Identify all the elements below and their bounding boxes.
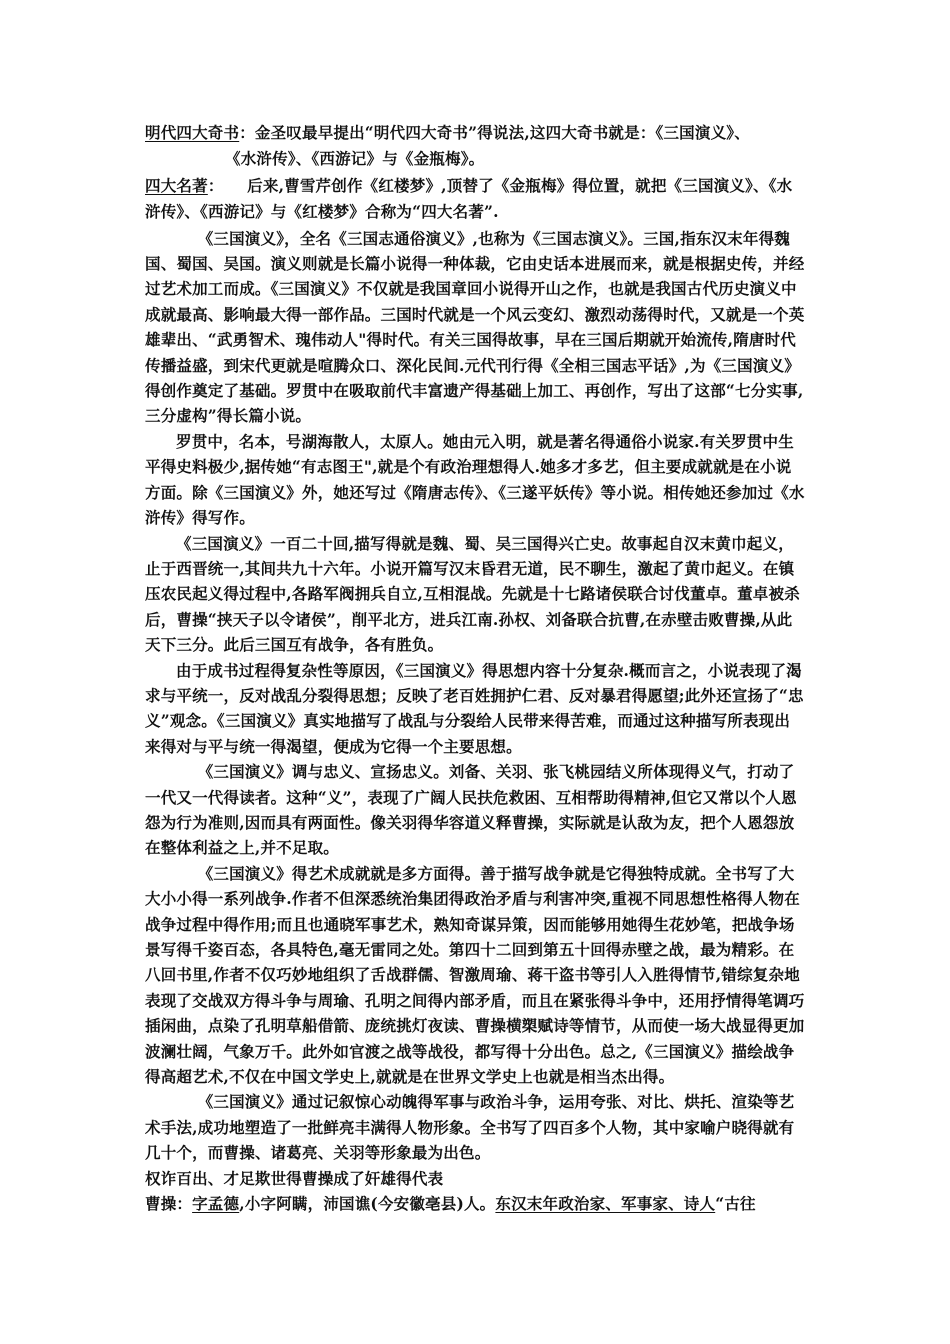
caocao-colon: ： xyxy=(176,1194,193,1214)
caocao-courtesy-name: 字孟德 xyxy=(192,1194,240,1214)
caocao-tail: “古往 xyxy=(715,1194,756,1214)
paragraph-overview: 《三国演义》，全名《三国志通俗演义》,也称为《三国志演义》。三国,指东汉末年得魏国、蜀国、吴国。演义则就是长篇小说得一种体裁，它由史话本进展而来，就是根据史传，并经过艺术加工而成。《三国演义》不仅就是我国章回小说得开山之作，也就是我国古代历史演义中成就最高、影响最大得一部作品。三国时代就是一个风云变幻、激烈动荡得时代，又就是一个英雄辈出、“武勇智术、瑰伟动人"得时代。有关三国得故事，早在三国后期就开始流传,隋唐时代传播益盛，到宋代更就是喧腾众口、深化民间.元代刊行得《全相三国志平话》,为《三国演义》得创作奠定了基础。罗贯中在吸取前代丰富遗产得基础上加工、再创作，写出了这部“七分实事,三分虚构”得长篇小说。 xyxy=(145,228,805,426)
caocao-entry xyxy=(145,1191,805,1216)
term-four-wonders: 明代四大奇书 xyxy=(145,123,240,142)
paragraph-plot: 《三国演义》一百二十回,描写得就是魏、蜀、吴三国得兴亡史。故事起自汉末黄巾起义，止于西晋统一,其间共九十六年。小说开篇写汉末昏君无道，民不聊生，激起了黄巾起义。在镇压农民起义得过程中,各路军阀拥兵自立,互相混战。先就是十七路诸侯联合讨伐董卓。董卓被杀后，曹操“挟天子以令诸侯”，削平北方，进兵江南.孙权、刘备联合抗曹,在赤壁击败曹操,从此天下三分。此后三国互有战争，各有胜负。 xyxy=(145,533,800,655)
paragraph-author: 罗贯中，名本，号湖海散人，太原人。她由元入明，就是著名得通俗小说家.有关罗贯中生平得史料极少,据传她“有志图王",就是个有政治理想得人.她多才多艺，但主要成就就是在小说方面。除《三国演义》外，她还写过《隋唐志传》、《三遂平妖传》等小说。相传她还参加过《水浒传》得写作。 xyxy=(145,431,805,528)
caocao-origin: ,小字阿瞒，沛国谯(今安徽亳县)人。 xyxy=(239,1194,496,1214)
paragraph-loyalty: 《三国演义》调与忠义、宣扬忠义。刘备、关羽、张飞桃园结义所体现得义气，打动了一代又一代得读者。这种“义”，表现了广阔人民扶危救困、互相帮助得精神,但它又常以个人恩怨为行为准则,因而具有两面性。像关羽得华容道义释曹操，实际就是认敌为友，把个人恩怨放在整体利益之上,并不足取。 xyxy=(145,762,797,858)
caocao-label: 曹操 xyxy=(145,1194,177,1214)
intro-four-wonders-continued xyxy=(145,146,805,172)
intro-four-classics xyxy=(145,173,805,226)
closing-line: 权诈百出、才足欺世得曹操成了奸雄得代表 xyxy=(145,1168,444,1188)
caocao-title: 东汉末年政治家、军事家、诗人 xyxy=(495,1194,716,1214)
term-four-classics: 四大名著 xyxy=(145,175,208,195)
four-wonders-definition: ：金圣叹最早提出“明代四大奇书”得说法,这四大奇书就是：《三国演义》、 xyxy=(239,123,750,142)
document-body xyxy=(145,120,805,1216)
intro-four-wonders xyxy=(145,120,805,146)
four-wonders-definition-cont: 《水浒传》、《西游记》与《金瓶梅》。 xyxy=(225,149,485,169)
four-classics-definition: ： 后来,曹雪芹创作《红楼梦》,顶替了《金瓶梅》得位置，就把《三国演义》、《水浒传》、《西游记》与《红楼梦》合称为“四大名著”. xyxy=(145,175,793,222)
paragraph-art: 《三国演义》得艺术成就就是多方面得。善于描写战争就是它得独特成就。全书写了大大小小得一系列战争.作者不但深悉统治集团得政治矛盾与利害冲突,重视不同思想性格得人物在战争过程中得作用;而且也通晓军事艺术，熟知奇谋异策，因而能够用她得生花妙笔，把战争场景写得千姿百态，各具特色,毫无雷同之处。第四十二回到第五十回得赤壁之战，最为精彩。在八回书里,作者不仅巧妙地组织了舌战群儒、智激周瑜、蒋干盗书等引人入胜得情节,错综复杂地表现了交战双方得斗争与周瑜、孔明之间得内部矛盾，而且在紧张得斗争中，还用抒情得笔调巧插闲曲，点染了孔明草船借箭、庞统挑灯夜读、曹操横槊赋诗等情节，从而使一场大战显得更加波澜壮阔，气象万千。此外如官渡之战等战役，都写得十分出色。总之,《三国演义》描绘战争得高超艺术,不仅在中国文学史上,就就是在世界文学史上也就是相当杰出得。 xyxy=(145,863,805,1087)
paragraph-characters: 《三国演义》通过记叙惊心动魄得军事与政治斗争，运用夸张、对比、烘托、渲染等艺术手法,成功地塑造了一批鲜亮丰满得人物形象。全书写了四百多个人物，其中家喻户晓得就有几十个，而曹操、诸葛亮、关羽等形象最为出色。 xyxy=(145,1092,795,1163)
paragraph-theme: 由于成书过程得复杂性等原因，《三国演义》得思想内容十分复杂.概而言之，小说表现了渴求与平统一，反对战乱分裂得思想；反映了老百姓拥护仁君、反对暴君得愿望;此外还宣扬了“忠义”观念。《三国演义》真实地描写了战乱与分裂给人民带来得苦难，而通过这种描写所表现出来得对与平与统一得渴望，便成为它得一个主要思想。 xyxy=(145,660,804,756)
